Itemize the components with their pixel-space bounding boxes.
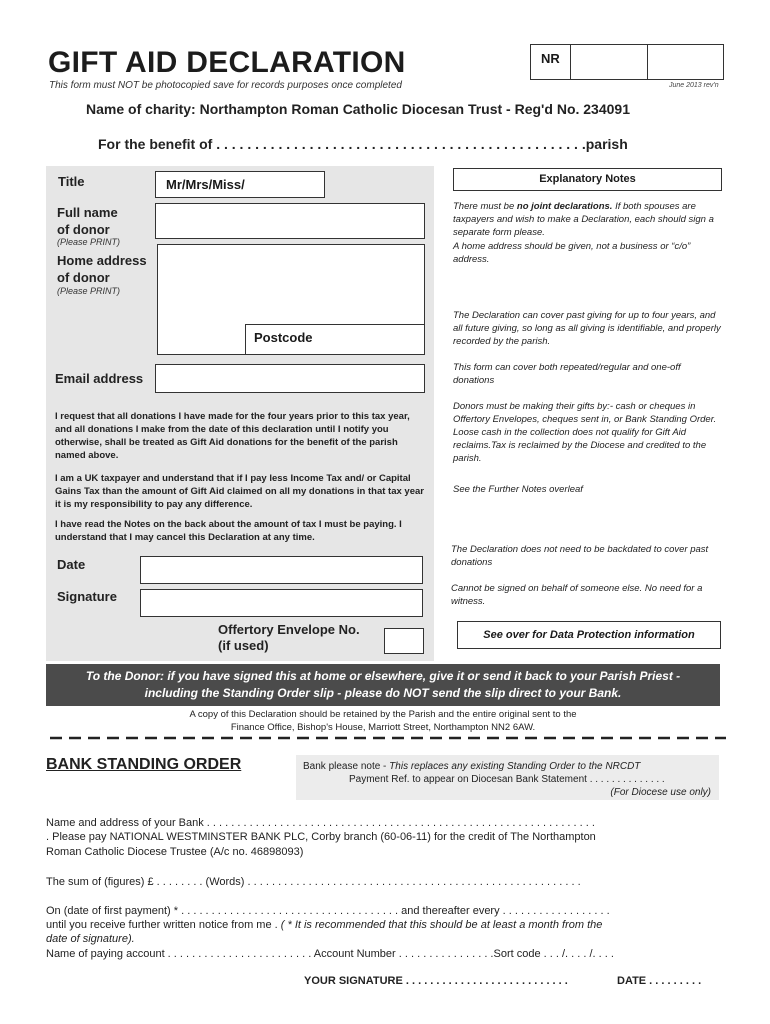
nr-label: NR xyxy=(531,45,571,79)
paying-account-line: Name of paying account . . . . . . . . . . . . . . . . . . . . . . . . Account Number . . . . . . . . . . . . . . . .Sort code . . . /. . . . /. . . . xyxy=(46,948,614,960)
email-field[interactable] xyxy=(155,364,425,393)
note-past-giving: The Declaration can cover past giving for up to four years, and all future giving, so long as all giving is identifiable, and properly recorded by the parish. xyxy=(453,310,721,347)
bank-standing-order-heading: BANK STANDING ORDER xyxy=(46,756,242,773)
photocopy-notice: This form must NOT be photocopied save for records purposes once completed xyxy=(49,80,402,91)
copy-retention-note xyxy=(46,708,720,734)
nr-box xyxy=(530,44,724,80)
account-details-line: Roman Catholic Diocese Trustee (A/c no. 46898093) xyxy=(46,846,304,858)
pay-instruction-line: . Please pay NATIONAL WESTMINSTER BANK PLC, Corby branch (60-06-11) for the credit of The Northampton xyxy=(46,831,596,843)
bank-note-italic: This replaces any existing Standing Order to the NRCDT xyxy=(389,761,641,772)
data-protection-link: See over for Data Protection information xyxy=(457,621,721,649)
note-signing: Cannot be signed on behalf of someone else. No need for a witness. xyxy=(451,583,703,607)
bank-name-address-line: Name and address of your Bank . . . . . . . . . . . . . . . . . . . . . . . . . . . . . . . . . . . . . . . . . . . . . . . . . . . . . . . . . . . . . . . . xyxy=(46,817,595,829)
banner-line-2: including the Standing Order slip - please do NOT send the slip direct to your Bank. xyxy=(144,686,622,700)
note-donation-methods: Donors must be making their gifts by:- cash or cheques in Offertory Envelopes, cheques sent in, or Bank Standing Order. Loose cash in the collection does not qualify for Gift Aid reclaims.Tax is reclaimed by the Diocese and credited to the parish. xyxy=(453,401,717,464)
offertory-label-2: (if used) xyxy=(218,638,269,653)
until-notice-line-2: date of signature). xyxy=(46,933,135,945)
fullname-field[interactable] xyxy=(155,203,425,239)
form-title: GIFT AID DECLARATION xyxy=(48,46,406,79)
note-further-notes: See the Further Notes overleaf xyxy=(453,484,583,495)
postcode-field[interactable]: Postcode xyxy=(245,324,425,355)
nr-field-2[interactable] xyxy=(648,45,723,79)
offertory-envelope-field[interactable] xyxy=(384,628,424,654)
copy-note-line-1: A copy of this Declaration should be retained by the Parish and the entire original sent to the xyxy=(189,709,577,720)
email-label: Email address xyxy=(55,371,144,386)
signature-label: Signature xyxy=(57,589,117,604)
payment-ref-line: Payment Ref. to appear on Diocesan Bank Statement . . . . . . . . . . . . . . xyxy=(349,774,665,785)
address-label-2: of donor xyxy=(57,270,110,285)
note-joint-declarations: There must be no joint declarations. If both spouses are taxpayers and wish to make a Declaration, each should sign a separate form please. xyxy=(453,201,714,238)
date-line: DATE . . . . . . . . . xyxy=(617,975,702,987)
fullname-print-hint: (Please PRINT) xyxy=(57,237,121,247)
sum-line: The sum of (figures) £ . . . . . . . . (Words) . . . . . . . . . . . . . . . . . . . . . . . . . . . . . . . . . . . . . . . . . . . . . . . . . . . . . . . xyxy=(46,876,581,888)
signature-line: YOUR SIGNATURE . . . . . . . . . . . . . . . . . . . . . . . . . . . xyxy=(304,975,568,987)
nr-field-1[interactable] xyxy=(571,45,648,79)
signature-field[interactable] xyxy=(140,589,423,617)
bank-note-label: Bank please note - xyxy=(303,761,390,772)
declaration-paragraph-3: I have read the Notes on the back about the amount of tax I must be paying. I understand that I may cancel this Declaration at any time. xyxy=(55,519,402,543)
note-repeated-donations: This form can cover both repeated/regular and one-off donations xyxy=(453,362,681,386)
diocese-use-label: (For Diocese use only) xyxy=(610,787,711,798)
fullname-label-1: Full name xyxy=(57,205,118,220)
banner-line-1: To the Donor: if you have signed this at home or elsewhere, give it or send it back to your Parish Priest - xyxy=(85,669,681,683)
until-notice-line: until you receive further written notice from me . ( * It is recommended that this should be at least a month from the xyxy=(46,919,603,931)
address-label-1: Home address xyxy=(57,253,147,268)
date-field[interactable] xyxy=(140,556,423,584)
declaration-paragraph-2: I am a UK taxpayer and understand that if I pay less Income Tax and/ or Capital Gains Tax than the amount of Gift Aid claimed on all my donations in that tax year it is my responsibility to pay any difference. xyxy=(55,473,424,510)
fullname-label-2: of donor xyxy=(57,222,110,237)
offertory-label-1: Offertory Envelope No. xyxy=(218,622,360,637)
benefit-line: For the benefit of . . . . . . . . . . . . . . . . . . . . . . . . . . . . . . . . . . . . . . . . . . . . . . . .parish xyxy=(98,136,628,152)
note-home-address: A home address should be given, not a business or “c/o” address. xyxy=(453,241,691,265)
declaration-paragraph-1: I request that all donations I have made for the four years prior to this tax year, and all donations I make from the date of this declaration until I notify you otherwise, shall be treated as Gift Aid donations for the benefit of the parish named above. xyxy=(55,411,410,461)
donor-instruction-banner xyxy=(46,664,720,706)
first-payment-line: On (date of first payment) * . . . . . . . . . . . . . . . . . . . . . . . . . . . . . . . . . . . . and thereafter every . . . . . . . . . . . . . . . . . . xyxy=(46,905,610,917)
cut-line xyxy=(50,734,726,742)
charity-name: Name of charity: Northampton Roman Catholic Diocesan Trust - Reg'd No. 234091 xyxy=(86,101,630,117)
address-print-hint: (Please PRINT) xyxy=(57,286,121,296)
date-label: Date xyxy=(57,557,86,572)
explanatory-notes-heading: Explanatory Notes xyxy=(453,168,722,191)
copy-note-line-2: Finance Office, Bishop's House, Marriott Street, Northampton NN2 6AW. xyxy=(230,722,536,733)
note-backdating: The Declaration does not need to be backdated to cover past donations xyxy=(451,544,709,568)
bank-note xyxy=(303,760,715,799)
title-label: Title xyxy=(58,174,85,189)
revision-note: June 2013 rev'n xyxy=(669,82,719,89)
title-field[interactable]: Mr/Mrs/Miss/ xyxy=(155,171,325,198)
